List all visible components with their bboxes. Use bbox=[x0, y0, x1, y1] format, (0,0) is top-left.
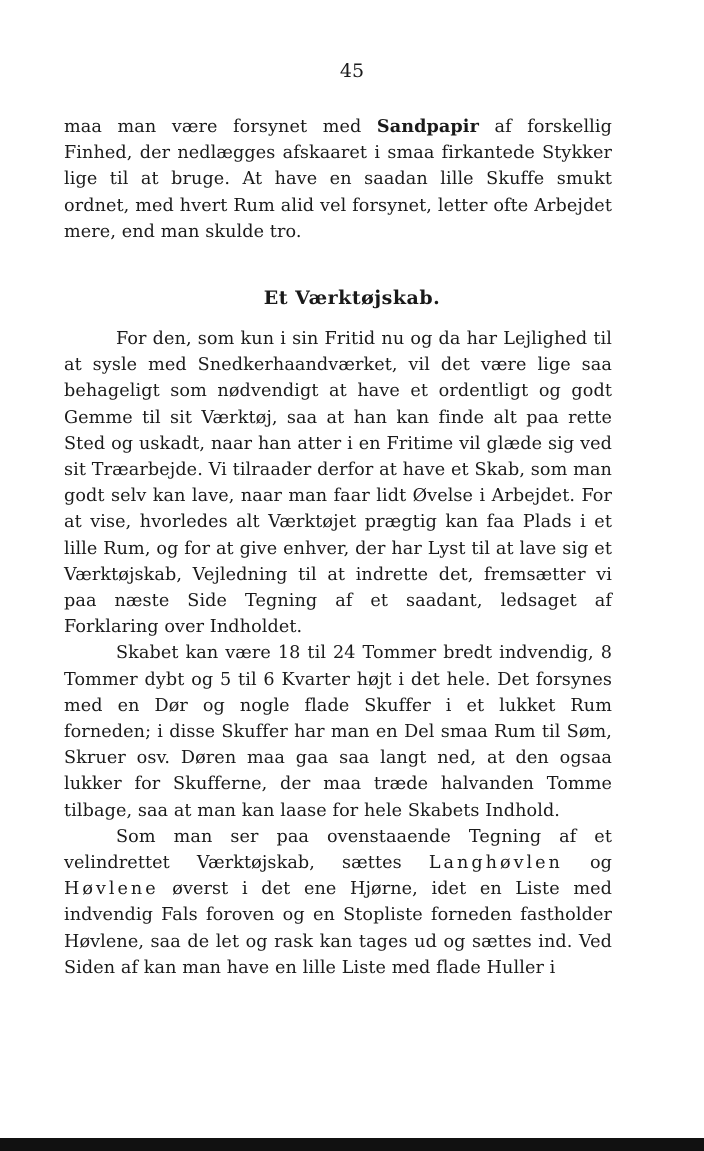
paragraph-3-spaced-term-2: Høvlene bbox=[64, 879, 159, 900]
paragraph-3-text-c: øverst i det ene Hjørne, idet en Liste med indvendig Fals foroven og en Stopliste forneden fastholder Høvlene, saa de let og rask kan tages ud og sættes ind. Ved Siden af kan man have en lille Liste med flade Huller i bbox=[64, 879, 612, 978]
intro-paragraph bbox=[64, 114, 612, 245]
intro-text-1: maa man være forsynet med bbox=[64, 117, 377, 137]
paragraph-3-text-a: Som man ser paa ovenstaaende Tegning af et velindrettet Værktøjskab, sættes bbox=[64, 826, 612, 874]
section-heading: Et Værktøjskab. bbox=[263, 287, 441, 309]
scan-bottom-edge bbox=[0, 1138, 704, 1151]
paragraph-3-text-b: og bbox=[562, 853, 613, 874]
page-number: 45 bbox=[339, 60, 365, 82]
paragraph-3-spaced-term-1: Langhøvlen bbox=[428, 853, 563, 874]
intro-bold-term: Sandpapir bbox=[376, 116, 479, 137]
paragraph-1: For den, som kun i sin Fritid nu og da har Lejlighed til at sysle med Snedkerhaandværket, vil det være lige saa behageligt som nødvendigt at have et ordentligt og godt Gemme til sit Værktøj, saa at han kan finde alt paa rette Sted og uskadt, naar han atter i en Fritime vil glæde sig ved sit Træarbejde. Vi tilraader derfor at have et Skab, som man godt selv kan lave, naar man faar lidt Øvelse i Arbejdet. For at vise, hvorledes alt Værktøjet prægtig kan faa Plads i et lille Rum, og for at give enhver, der har Lyst til at lave sig et Værktøjskab, Vejledning til at indrette det, fremsætter vi paa næste Side Tegning af et saadant, ledsaget af Forklaring over Indholdet. bbox=[64, 329, 612, 638]
paragraph-2: Skabet kan være 18 til 24 Tommer bredt indvendig, 8 Tommer dybt og 5 til 6 Kvarter højt i det hele. Det forsynes med en Dør og nogle flade Skuffer i et lukket Rum forneden; i disse Skuffer har man en Del smaa Rum til Søm, Skruer osv. Døren maa gaa saa langt ned, at den ogsaa lukker for Skufferne, der maa træde halvanden Tomme tilbage, saa at man kan laase for hele Skabets Indhold. bbox=[64, 643, 612, 821]
section-body bbox=[64, 326, 612, 981]
intro-text-2: af forskellig Finhed, der nedlægges afskaaret i smaa firkantede Stykker lige til at bruge. At have en saadan lille Skuffe smukt ordnet, med hvert Rum alid vel forsynet, letter ofte Arbejdet mere, end man skulde tro. bbox=[64, 117, 612, 242]
paragraph-3 bbox=[64, 824, 612, 981]
